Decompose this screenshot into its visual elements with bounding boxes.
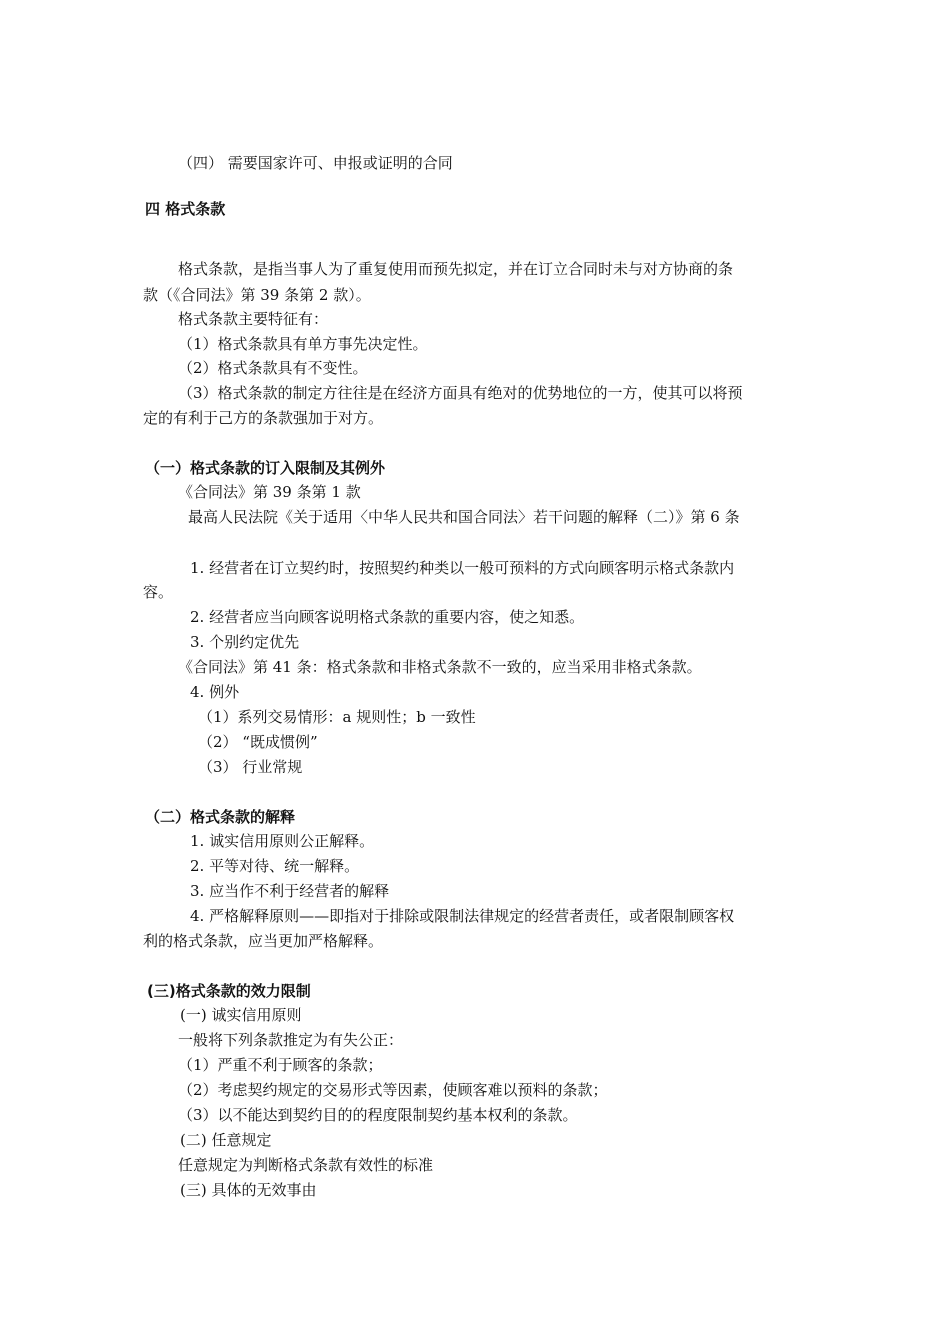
part2-item4-line2: 利的格式条款，应当更加严格解释。 — [143, 932, 384, 950]
part1-item1-line2: 容。 — [143, 583, 174, 601]
part2-item3: 3. 应当作不利于经营者的解释 — [190, 882, 390, 900]
definition-line1: 格式条款，是指当事人为了重复使用而预先拟定，并在订立合同时未与对方协商的条 — [178, 260, 734, 278]
part1-item4: 4. 例外 — [190, 683, 240, 701]
part3-sub1-intro: 一般将下列条款推定为有失公正： — [178, 1031, 404, 1049]
part1-item3: 3. 个别约定优先 — [190, 633, 300, 651]
feature-3-line1: （3）格式条款的制定方往往是在经济方面具有绝对的优势地位的一方，使其可以将预 — [178, 384, 743, 402]
definition-line2: 款（《合同法》第 39 条第 2 款）。 — [143, 286, 371, 304]
part1-exception3: （3） 行业常规 — [198, 758, 303, 776]
feature-2: （2）格式条款具有不变性。 — [178, 359, 368, 377]
part3-sub1-item2: （2）考虑契约规定的交易形式等因素，使顾客难以预料的条款； — [178, 1081, 608, 1099]
part3-sub1: (一) 诚实信用原则 — [180, 1006, 302, 1024]
feature-3-line2: 定的有利于己方的条款强加于对方。 — [143, 409, 384, 427]
part1-item1-line1: 1. 经营者在订立契约时，按照契约种类以一般可预料的方式向顾客明示格式条款内 — [190, 559, 735, 577]
part3-heading: (三)格式条款的效力限制 — [147, 982, 311, 1000]
features-intro: 格式条款主要特征有： — [178, 310, 329, 328]
part2-item2: 2. 平等对待、统一解释。 — [190, 857, 360, 875]
part3-sub3: (三) 具体的无效事由 — [180, 1181, 317, 1199]
feature-1: （1）格式条款具有单方事先决定性。 — [178, 335, 428, 353]
part3-sub1-item3: （3）以不能达到契约目的的程度限制契约基本权利的条款。 — [178, 1106, 578, 1124]
part1-item3-ref: 《合同法》第 41 条：格式条款和非格式条款不一致的，应当采用非格式条款。 — [178, 658, 702, 676]
part3-sub2: (二) 任意规定 — [180, 1131, 272, 1149]
part3-sub1-item1: （1）严重不利于顾客的条款； — [178, 1056, 383, 1074]
part3-sub2-text: 任意规定为判断格式条款有效性的标准 — [178, 1156, 434, 1174]
part1-exception1: （1）系列交易情形：a 规则性；b 一致性 — [198, 708, 476, 726]
part1-item2: 2. 经营者应当向顾客说明格式条款的重要内容，使之知悉。 — [190, 608, 585, 626]
part1-ref2: 最高人民法院《关于适用〈中华人民共和国合同法〉若干问题的解释（二）》第 6 条 — [188, 508, 740, 526]
section4-heading: 四 格式条款 — [145, 200, 226, 218]
part2-heading: （二）格式条款的解释 — [145, 808, 296, 826]
part1-heading: （一）格式条款的订入限制及其例外 — [145, 459, 386, 477]
part1-ref1: 《合同法》第 39 条第 1 款 — [178, 483, 361, 501]
intro-item: （四） 需要国家许可、申报或证明的合同 — [178, 154, 453, 172]
part2-item1: 1. 诚实信用原则公正解释。 — [190, 832, 375, 850]
part2-item4-line1: 4. 严格解释原则——即指对于排除或限制法律规定的经营者责任，或者限制顾客权 — [190, 907, 735, 925]
part1-exception2: （2） “既成惯例” — [198, 733, 318, 751]
